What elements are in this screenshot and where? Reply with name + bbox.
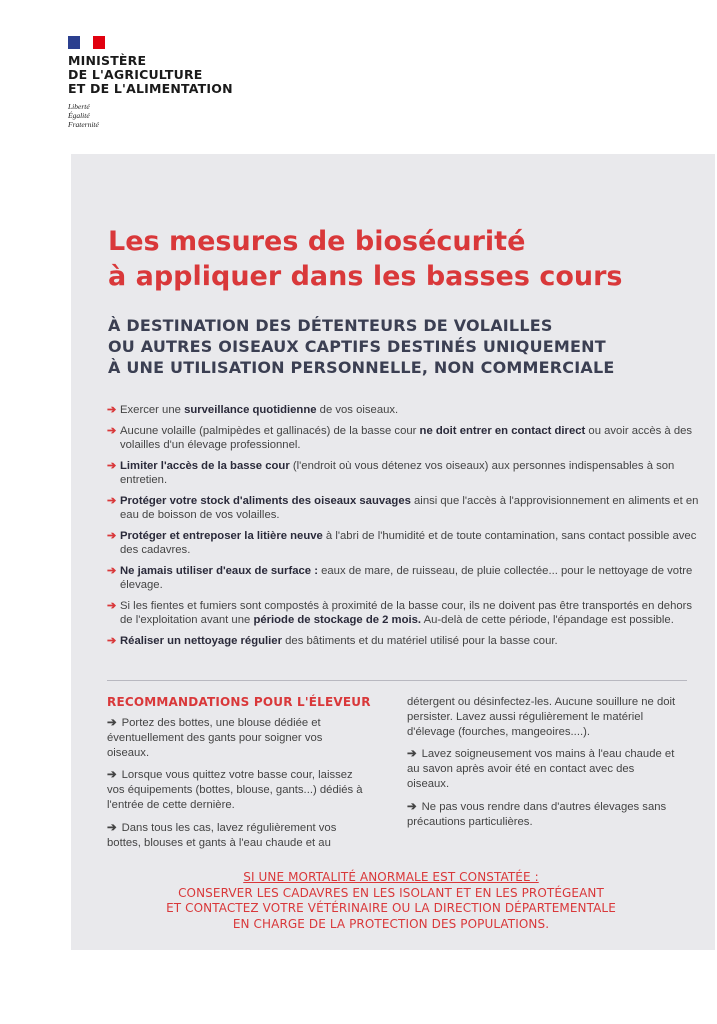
alert-line: CONSERVER LES CADAVRES EN LES ISOLANT ET EN LES PROTÉGEANT <box>178 885 604 900</box>
arrow-right-icon: ➔ <box>107 564 117 577</box>
title-line: Les mesures de biosécurité <box>108 226 526 257</box>
arrow-right-icon: ➔ <box>107 769 117 782</box>
recommendation-item: ➔ Lorsque vous quittez votre basse cour, laissez vos équipements (bottes, blouse, gants...) dédiés à l'entrée de cette dernière. <box>107 769 363 811</box>
arrow-right-icon: ➔ <box>107 821 117 834</box>
motto-line: Fraternité <box>68 120 99 129</box>
recommendation-item: ➔ Lavez soigneusement vos mains à l'eau chaude et au savon après avoir été en contact avec des oiseaux. <box>407 748 675 790</box>
recommendations-left-column <box>107 716 367 858</box>
arrow-right-icon: ➔ <box>107 717 117 729</box>
alert-line: ET CONTACTEZ VOTRE VÉTÉRINAIRE OU LA DIRECTION DÉPARTEMENTALE <box>166 901 616 915</box>
measure-emphasis: Protéger et entreposer la litière neuve <box>120 529 323 542</box>
arrow-right-icon: ➔ <box>407 800 417 813</box>
ministry-line: MINISTÈRE <box>68 53 147 68</box>
measure-item: ➔ Exercer une surveillance quotidienne de vos oiseaux. <box>107 404 399 416</box>
republic-motto <box>68 102 233 129</box>
measure-item: ➔ Protéger et entreposer la litière neuve à l'abri de l'humidité et de toute contamination, sans contact possible avec des cadavres. <box>107 529 697 556</box>
alert-heading: SI UNE MORTALITÉ ANORMALE EST CONSTATÉE : <box>243 870 539 884</box>
ministry-header <box>68 36 233 129</box>
motto-line: Égalité <box>68 111 90 120</box>
arrow-right-icon: ➔ <box>107 494 117 507</box>
measure-emphasis: Limiter l'accès de la basse cour <box>120 459 290 472</box>
measure-item: ➔ Ne jamais utiliser d'eaux de surface : eaux de mare, de ruisseau, de pluie collectée... pour le nettoyage de votre élevage. <box>107 564 693 591</box>
title-line: à appliquer dans les basses cours <box>108 261 623 292</box>
measure-emphasis: Protéger votre stock d'aliments des oiseaux sauvages <box>120 494 411 507</box>
ministry-line: DE L'AGRICULTURE <box>68 67 203 82</box>
recommendation-item: ➔ Ne pas vous rendre dans d'autres élevages sans précautions particulières. <box>407 800 667 828</box>
republic-flag-logo <box>68 36 105 49</box>
recommendation-item: ➔ Dans tous les cas, lavez régulièrement vos bottes, blouses et gants à l'eau chaude et au <box>107 821 337 849</box>
poster-title <box>108 224 708 294</box>
arrow-right-icon: ➔ <box>107 424 117 437</box>
subtitle-line: À UNE UTILISATION PERSONNELLE, NON COMMERCIALE <box>108 358 615 377</box>
recommendations-right-column <box>407 695 677 837</box>
measure-emphasis: Réaliser un nettoyage régulier <box>120 634 282 647</box>
measure-emphasis: période de stockage de 2 mois. <box>253 614 422 626</box>
measure-item: ➔ Aucune volaille (palmipèdes et gallinacés) de la basse cour ne doit entrer en contact direct ou avoir accès à des volailles d'un élevage professionnel. <box>107 424 693 451</box>
subtitle-line: OU AUTRES OISEAUX CAPTIFS DESTINÉS UNIQUEMENT <box>108 337 606 356</box>
poster-panel <box>71 154 715 950</box>
subtitle-line: À DESTINATION DES DÉTENTEURS DE VOLAILLES <box>108 316 553 335</box>
arrow-right-icon: ➔ <box>107 529 117 542</box>
arrow-right-icon: ➔ <box>107 404 117 416</box>
ministry-line: ET DE L'ALIMENTATION <box>68 81 233 96</box>
ministry-name <box>68 54 233 96</box>
arrow-right-icon: ➔ <box>107 634 117 647</box>
measure-item: ➔ Si les fientes et fumiers sont compostés à proximité de la basse cour, ils ne doivent pas être transportés en dehors de l'exploitation avant une période de stockage de 2 mois. Au-delà de cette période, l'épandage est possible. <box>107 599 693 626</box>
motto-line: Liberté <box>68 102 90 111</box>
poster-subtitle <box>108 315 708 378</box>
recommendation-item: détergent ou désinfectez-les. Aucune souillure ne doit persister. Lavez aussi régulièrement le matériel d'élevage (fourches, mangeoires....). <box>407 696 676 738</box>
measure-emphasis: Ne jamais utiliser d'eaux de surface : <box>120 564 318 577</box>
section-divider <box>107 680 687 681</box>
measure-item: ➔ Limiter l'accès de la basse cour (l'endroit où vous détenez vos oiseaux) aux personnes indispensables à son entretien. <box>107 459 675 486</box>
recommendation-item: ➔ Portez des bottes, une blouse dédiée et éventuellement des gants pour soigner vos oiseaux. <box>107 717 323 759</box>
alert-line: EN CHARGE DE LA PROTECTION DES POPULATIONS. <box>232 916 550 931</box>
measure-item: ➔ Réaliser un nettoyage régulier des bâtiments et du matériel utilisé pour la basse cour. <box>107 634 558 647</box>
recommendations-title: RECOMMANDATIONS POUR L'ÉLEVEUR <box>107 695 371 709</box>
measure-emphasis: ne doit entrer en contact direct <box>419 424 586 437</box>
measure-emphasis: surveillance quotidienne <box>184 404 317 416</box>
mortality-alert <box>91 870 691 932</box>
arrow-right-icon: ➔ <box>107 459 117 472</box>
arrow-right-icon: ➔ <box>407 748 417 761</box>
measure-item: ➔ Protéger votre stock d'aliments des oiseaux sauvages ainsi que l'accès à l'approvisionnement en aliments et en eau de boisson de vos volailles. <box>107 494 699 521</box>
measures-list <box>107 403 707 654</box>
arrow-right-icon: ➔ <box>107 599 117 612</box>
